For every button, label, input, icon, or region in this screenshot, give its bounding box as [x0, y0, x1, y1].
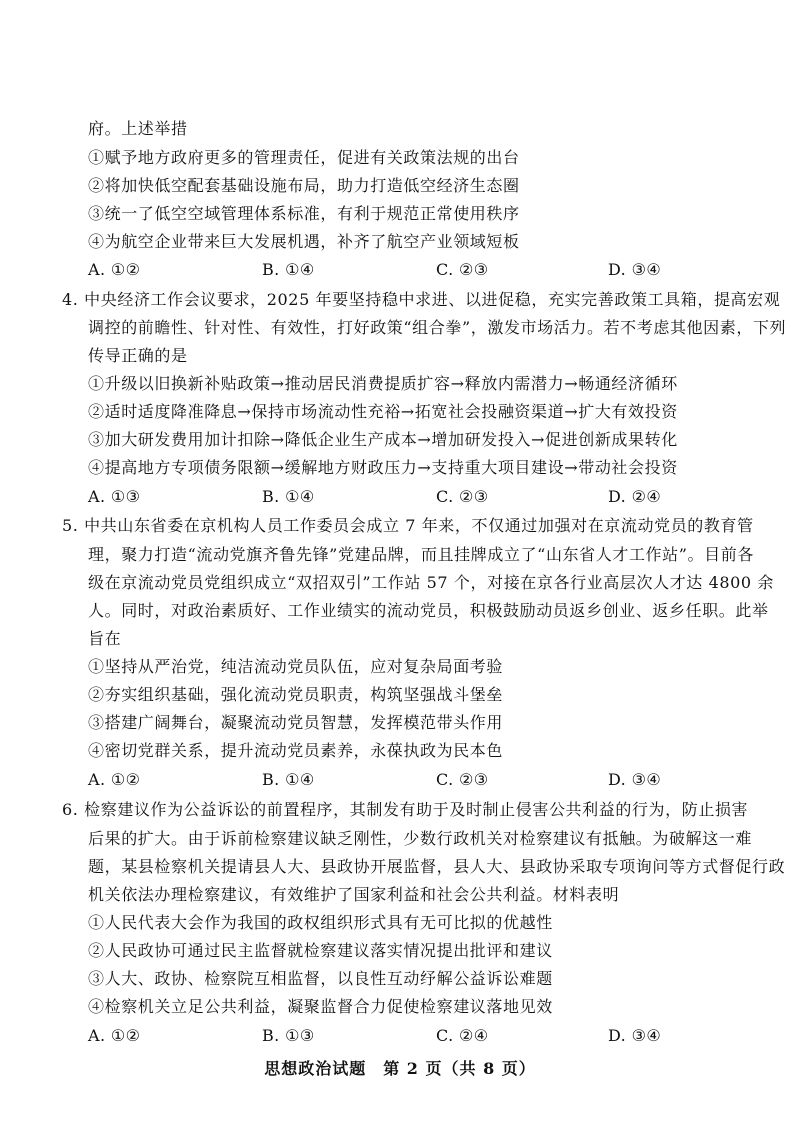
q4-item-4: ④提高地方专项债务限额→缓解地方财政压力→支持重大项目建设→带动社会投资	[88, 458, 678, 477]
q4-option-a: A. ①③	[88, 487, 141, 506]
q6-option-b: B. ①③	[262, 1026, 315, 1045]
q4-option-b: B. ①④	[262, 487, 315, 506]
q5-stem-line-3: 级在京流动党员党组织成立“双招双引”工作站 57 个，对接在京各行业高层次人才达 4800 余	[88, 573, 774, 592]
q6-item-2: ②人民政协可通过民主监督就检察建议落实情况提出批评和建议	[88, 941, 553, 960]
q5-item-3: ③搭建广阔舞台，凝聚流动党员智慧，发挥模范带头作用	[88, 713, 504, 732]
q5-option-a: A. ①②	[88, 770, 141, 789]
q4-stem-line-1: 4. 中央经济工作会议要求，2025 年要坚持稳中求进、以进促稳，充实完善政策工具箱，提高宏观	[62, 290, 781, 309]
q3-stem-end: 府。上述举措	[88, 119, 188, 138]
q5-item-2: ②夯实组织基础，强化流动党员职责，构筑坚强战斗堡垒	[88, 685, 504, 704]
q5-option-d: D. ③④	[608, 770, 662, 789]
q6-stem-line-2: 后果的扩大。由于诉前检察建议缺乏刚性，少数行政机关对检察建议有抵触。为破解这一难	[88, 829, 753, 848]
q4-stem-line-2: 调控的前瞻性、针对性、有效性，打好政策“组合拳”，激发市场活力。若不考虑其他因素，下列	[88, 318, 787, 337]
q4-option-d: D. ②④	[608, 487, 662, 506]
q5-stem-line-1: 5. 中共山东省委在京机构人员工作委员会成立 7 年来，不仅通过加强对在京流动党员的教育管	[62, 516, 754, 535]
page-footer: 思想政治试题 第 2 页（共 8 页）	[264, 1059, 536, 1078]
q3-item-4: ④为航空企业带来巨大发展机遇，补齐了航空产业领域短板	[88, 232, 520, 251]
q4-item-3: ③加大研发费用加计扣除→降低企业生产成本→增加研发投入→促进创新成果转化	[88, 430, 678, 449]
q3-option-b: B. ①④	[262, 260, 315, 279]
q6-stem-line-1: 6. 检察建议作为公益诉讼的前置程序，其制发有助于及时制止侵害公共利益的行为，防止损害	[62, 800, 749, 819]
q5-option-c: C. ②③	[436, 770, 489, 789]
q3-item-2: ②将加快低空配套基础设施布局，助力打造低空经济生态圈	[88, 176, 520, 195]
q6-stem-line-3: 题，某县检察机关提请县人大、县政协开展监督，县人大、县政协采取专项询问等方式督促行政	[88, 857, 786, 876]
q6-item-4: ④检察机关立足公共利益，凝聚监督合力促使检察建议落地见效	[88, 997, 553, 1016]
q5-item-4: ④密切党群关系，提升流动党员素养，永葆执政为民本色	[88, 741, 504, 760]
q4-item-1: ①升级以旧换新补贴政策→推动居民消费提质扩容→释放内需潜力→畅通经济循环	[88, 374, 678, 393]
q5-stem-line-5: 旨在	[88, 629, 122, 648]
q6-option-d: D. ③④	[608, 1026, 662, 1045]
q6-item-1: ①人民代表大会作为我国的政权组织形式具有无可比拟的优越性	[88, 913, 553, 932]
q3-option-c: C. ②③	[436, 260, 489, 279]
q3-item-3: ③统一了低空空域管理体系标准，有利于规范正常使用秩序	[88, 204, 520, 223]
q6-option-c: C. ②④	[436, 1026, 489, 1045]
q3-option-d: D. ③④	[608, 260, 662, 279]
q3-option-a: A. ①②	[88, 260, 141, 279]
q3-item-1: ①赋予地方政府更多的管理责任，促进有关政策法规的出台	[88, 148, 520, 167]
q6-item-3: ③人大、政协、检察院互相监督，以良性互动纾解公益诉讼难题	[88, 969, 553, 988]
q5-stem-line-4: 人。同时，对政治素质好、工作业绩实的流动党员，积极鼓励动员返乡创业、返乡任职。此举	[88, 601, 769, 620]
q4-item-2: ②适时适度降准降息→保持市场流动性充裕→拓宽社会投融资渠道→扩大有效投资	[88, 402, 678, 421]
q4-stem-line-3: 传导正确的是	[88, 346, 188, 365]
q6-option-a: A. ①②	[88, 1026, 141, 1045]
q4-option-c: C. ②③	[436, 487, 489, 506]
q5-item-1: ①坚持从严治党，纯洁流动党员队伍，应对复杂局面考验	[88, 657, 504, 676]
q5-option-b: B. ①④	[262, 770, 315, 789]
q5-stem-line-2: 理，聚力打造“流动党旗齐鲁先锋”党建品牌，而且挂牌成立了“山东省人才工作站”。目前各	[88, 545, 754, 564]
q6-stem-line-4: 机关依法办理检察建议，有效维护了国家利益和社会公共利益。材料表明	[88, 885, 620, 904]
